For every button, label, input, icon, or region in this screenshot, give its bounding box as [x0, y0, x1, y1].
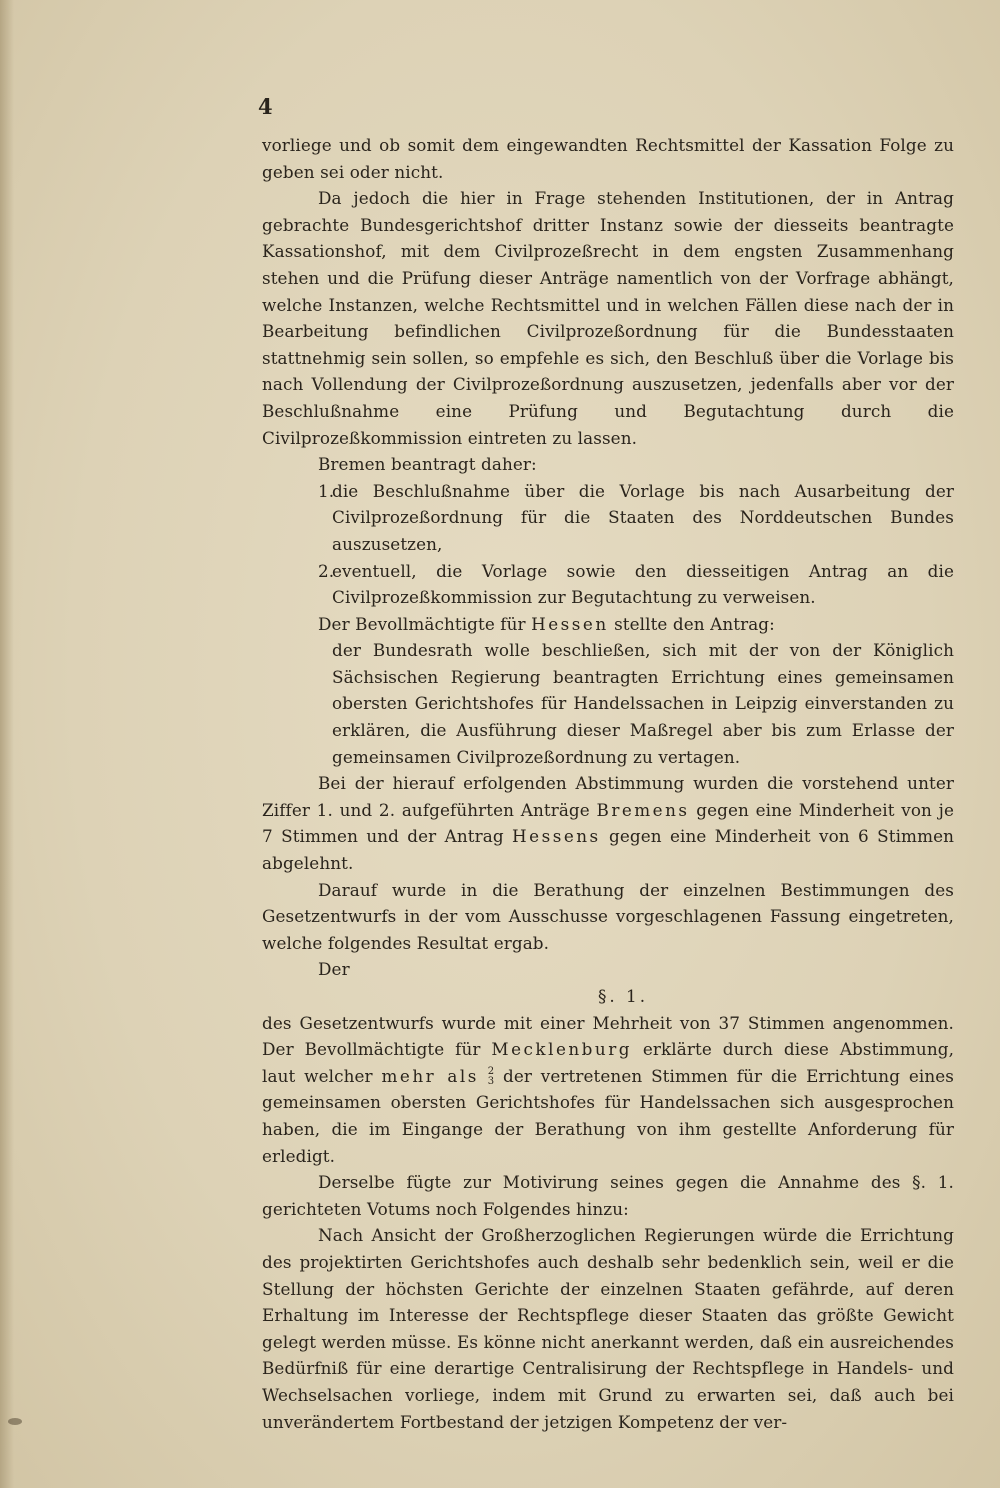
fraction-two-thirds: [488, 1067, 494, 1087]
paragraph-continuation: vorliege und ob somit dem eingewandten Rechtsmittel der Kassation Folge zu geben sei oder nicht.: [262, 135, 954, 182]
document-body: [262, 132, 954, 1435]
state-name-hessen: Hessen: [531, 613, 609, 634]
paragraph-bremen-motion-intro: Bremen beantragt daher:: [318, 454, 537, 475]
page-number: 4: [258, 94, 273, 119]
paragraph-section-1-vote: [262, 1010, 954, 1170]
paragraph-mecklenburg-reasoning: Nach Ansicht der Großherzoglichen Regierungen würde die Errichtung des projektirten Gerichtshofes auch deshalb sehr bedenklich sein, weil er die Stellung der höchsten Gerichte der einzelnen Staaten gefährde, auf deren Erhaltung im Interesse der Rechtspflege dieser Staaten das größte Gewicht gelegt werden müsse. Es könne nicht anerkannt werden, daß ein ausreichendes Bedürfniß für eine derartige Centralisirung der Rechtspflege in Handels- und Wechselsachen vorliege, indem mit Grund zu erwarten sei, daß auch bei unverändertem Fortbestand der jetzigen Kompetenz der ver-: [262, 1225, 954, 1432]
text-fragment: gegen eine Minderheit von je 7 Stimmen und der Antrag: [262, 799, 954, 847]
fraction-denominator: 3: [487, 1076, 495, 1088]
list-item-number: 1.: [318, 480, 335, 501]
text-fragment: gegen eine Minderheit von 6 Stimmen abgelehnt.: [262, 826, 955, 874]
text-fragment: Bei der hierauf erfolgenden Abstimmung wurden die vorstehend unter Ziffer 1. und 2. aufgeführten Anträge: [262, 773, 954, 820]
state-name-hessens: Hessens: [512, 826, 601, 847]
motion-list-item: [262, 558, 954, 611]
text-fragment: Der Bevollmächtigte für: [318, 613, 526, 634]
paragraph-der: Der: [318, 959, 350, 980]
paragraph-hessen-motion-intro: [262, 611, 954, 638]
paragraph-hessen-motion-text: der Bundesrath wolle beschließen, sich mit der von der Königlich Sächsischen Regierung beantragten Errichtung eines gemeinsamen obersten Gerichtshofes für Handelssachen in Leipzig einverstanden zu erklären, die Ausführung dieser Maßregel aber bis zum Erlasse der gemeinsamen Civilprozeßordnung zu vertagen.: [332, 640, 954, 767]
text-fragment: erklärte durch diese Abstimmung, laut welcher: [262, 1039, 955, 1086]
fraction-numerator: 2: [487, 1066, 495, 1078]
page-edge-shadow: [0, 0, 14, 1488]
list-item-text: eventuell, die Vorlage sowie den diesseitigen Antrag an die Civilprozeßkommission zur Begutachtung zu verweisen.: [332, 560, 954, 608]
ink-stain: [8, 1418, 22, 1425]
state-name-bremens: Bremens: [596, 799, 690, 820]
paragraph-deliberation: Darauf wurde in die Berathung der einzelnen Bestimmungen des Gesetzentwurfs in der vom Ausschusse vorgeschlagenen Fassung eingetreten, welche folgendes Resultat ergab.: [262, 879, 954, 953]
motion-list-item: [262, 478, 954, 558]
text-fragment: der vertretenen Stimmen für die Errichtung eines gemeinsamen obersten Gerichtshofes für Handelssachen sich ausgesprochen haben, die im Eingange der Berathung von ihm gestellte Anforderung für erledigt.: [262, 1065, 955, 1166]
paragraph-motivation-intro: Derselbe fügte zur Motivirung seines gegen die Annahme des §. 1. gerichteten Votums noch Folgendes hinzu:: [262, 1172, 954, 1219]
emphasis-mehr-als: mehr als: [381, 1065, 479, 1086]
list-item-number: 2.: [318, 560, 335, 581]
text-fragment: stellte den Antrag:: [614, 613, 775, 634]
list-item-text: die Beschlußnahme über die Vorlage bis nach Ausarbeitung der Civilprozeßordnung für die Staaten des Norddeutschen Bundes auszusetzen,: [332, 480, 954, 554]
paragraph-vote-result: [262, 770, 954, 876]
state-name-mecklenburg: Mecklenburg: [491, 1039, 632, 1060]
text-fragment: des Gesetzentwurfs wurde mit einer Mehrheit von 37 Stimmen angenommen. Der Bevollmächtigte für: [262, 1012, 954, 1060]
paragraph-bremen-reasoning: Da jedoch die hier in Frage stehenden Institutionen, der in Antrag gebrachte Bundesgerichtshof dritter Instanz sowie der diesseits beantragte Kassationshof, mit dem Civilprozeßrecht in dem engsten Zusammenhang stehen und die Prüfung dieser Anträge namentlich von der Vorfrage abhängt, welche Instanzen, welche Rechtsmittel und in welchen Fällen diese nach der in Bearbeitung befindlichen Civilprozeßordnung für die Bundesstaaten stattnehmig sein sollen, so empfehle es sich, den Beschluß über die Vorlage bis nach Vollendung der Civilprozeßordnung auszusetzen, jedenfalls aber vor der Beschlußnahme eine Prüfung und Begutachtung durch die Civilprozeßkommission eintreten zu lassen.: [262, 188, 954, 448]
section-heading: §. 1.: [597, 986, 649, 1006]
